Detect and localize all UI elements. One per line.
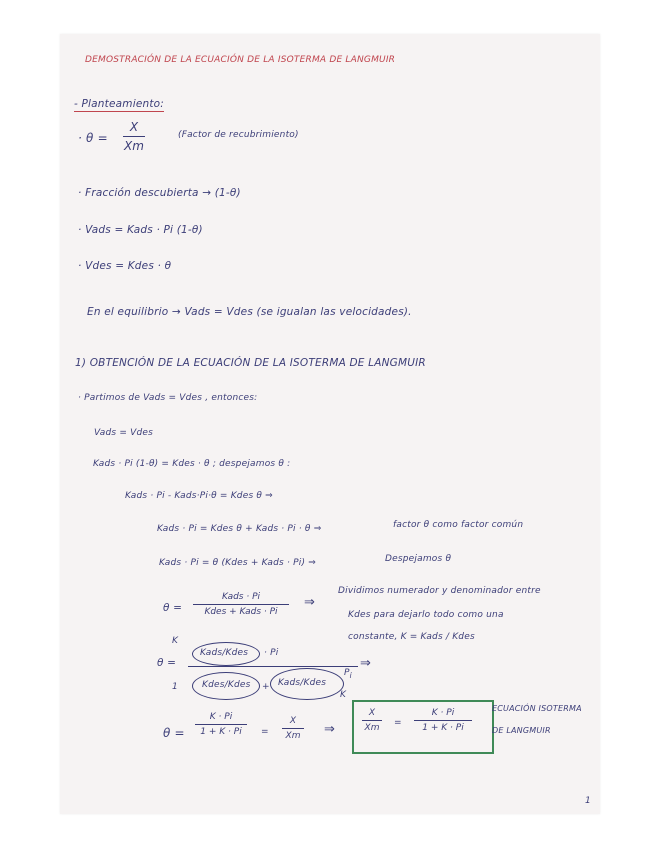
- step-6-numerator: Kads · Pi: [221, 592, 260, 602]
- fraction-bar: [193, 604, 289, 605]
- step-7-denominator-one: 1: [172, 682, 178, 692]
- step-6-note-line-1: Dividimos numerador y denominador entre: [338, 586, 541, 596]
- box-label-line-1: ECUACIÓN ISOTERMA: [492, 704, 582, 713]
- vads-line: · Vads = Kads · Pi (1-θ): [78, 224, 203, 236]
- final-numerator: K · Pi: [209, 712, 233, 722]
- step-4: Kads · Pi = Kdes θ + Kads · Pi · θ ⇒: [157, 524, 322, 534]
- den-term-1-top: Kdes/: [202, 680, 228, 690]
- box-x-fraction: [362, 708, 382, 733]
- box-xm: Xm: [364, 723, 380, 733]
- step-5-note: Despejamos θ: [385, 554, 452, 564]
- final-xm: Xm: [285, 731, 301, 741]
- theta-note: (Factor de recubrimiento): [178, 130, 299, 140]
- fraction-bar: [195, 724, 247, 725]
- box-equals: =: [394, 718, 402, 728]
- fraction-bar: [123, 136, 145, 137]
- theta-lhs: · θ =: [78, 131, 108, 145]
- page-title: DEMOSTRACIÓN DE LA ECUACIÓN DE LA ISOTERMA DE LANGMUIR: [85, 55, 396, 65]
- step-6-lhs: θ =: [163, 602, 183, 614]
- box-denominator: 1 + K · Pi: [422, 723, 464, 733]
- section-heading-planteamiento: [74, 98, 164, 110]
- notebook-page: [60, 34, 600, 814]
- implies-arrow: ⇒: [304, 595, 315, 610]
- step-1: Vads = Vdes: [94, 428, 154, 438]
- section-heading-text: - Planteamiento:: [74, 98, 165, 110]
- equilibrium-line: En el equilibrio → Vads = Vdes (se igualan las velocidades).: [87, 306, 412, 318]
- fraction-bar: [362, 720, 382, 721]
- step-7-num-top: Kads/: [200, 648, 226, 658]
- theta-denominator: Xm: [124, 139, 144, 153]
- step-2: Kads · Pi (1-θ) = Kdes · θ ; despejamos θ :: [93, 459, 291, 469]
- implies-arrow: ⇒: [360, 656, 371, 671]
- page-number: 1: [585, 796, 591, 806]
- step-5: Kads · Pi = θ (Kdes + Kads · Pi) ⇒: [159, 558, 316, 568]
- theta-fraction: [123, 120, 145, 153]
- box-numerator: K · Pi: [431, 708, 455, 718]
- step-7-den-plus: +: [262, 682, 270, 692]
- step-6-note-line-2: Kdes para dejarlo todo como una: [348, 610, 504, 620]
- final-lhs: θ =: [163, 726, 185, 740]
- den-term-2-bottom: Kdes: [303, 678, 327, 688]
- final-equals: =: [261, 727, 269, 737]
- step-7-den-k: K: [340, 690, 347, 700]
- step-7-numerator-c: · Pi: [264, 648, 279, 658]
- step-6-denominator: Kdes + Kads · Pi: [204, 607, 278, 617]
- partimos-line: · Partimos de Vads = Vdes , entonces:: [78, 393, 258, 403]
- step-6-note-line-3: constante, K = Kads / Kdes: [348, 632, 475, 642]
- box-x: X: [368, 708, 376, 718]
- step-7-num-bottom: Kdes: [225, 648, 249, 658]
- fraction-bar: [414, 720, 472, 721]
- step-7-trailing-pi: $P_i$: [344, 668, 352, 680]
- step-7-den-term-2: [278, 678, 326, 688]
- den-term-1-bottom: Kdes: [227, 680, 251, 690]
- box-fraction: [414, 708, 472, 733]
- final-fraction: [195, 712, 247, 737]
- step-4-note: factor θ como factor común: [393, 520, 524, 530]
- final-x: X: [289, 716, 297, 726]
- theta-numerator: X: [129, 120, 139, 134]
- final-denominator: 1 + K · Pi: [200, 727, 242, 737]
- uncovered-fraction-line: · Fracción descubierta → (1-θ): [78, 187, 241, 199]
- fraction-bar-long: [188, 666, 358, 667]
- result-box: [352, 700, 494, 754]
- step-3: Kads · Pi - Kads·Pi·θ = Kdes θ ⇒: [125, 491, 273, 501]
- vdes-line: · Vdes = Kdes · θ: [78, 260, 172, 272]
- final-x-fraction: [282, 716, 304, 741]
- step-7-lhs: θ =: [157, 657, 177, 669]
- implies-arrow: ⇒: [324, 722, 335, 737]
- k-label: K: [172, 636, 179, 646]
- section-heading-1: 1) OBTENCIÓN DE LA ECUACIÓN DE LA ISOTERMA DE LANGMUIR: [75, 357, 426, 369]
- den-term-2-top: Kads/: [278, 678, 304, 688]
- fraction-bar: [282, 728, 304, 729]
- step-7-numerator-a: [200, 648, 248, 658]
- box-label-line-2: DE LANGMUIR: [492, 726, 551, 735]
- step-6-fraction: [193, 592, 289, 617]
- step-7-den-term-1: [202, 680, 251, 690]
